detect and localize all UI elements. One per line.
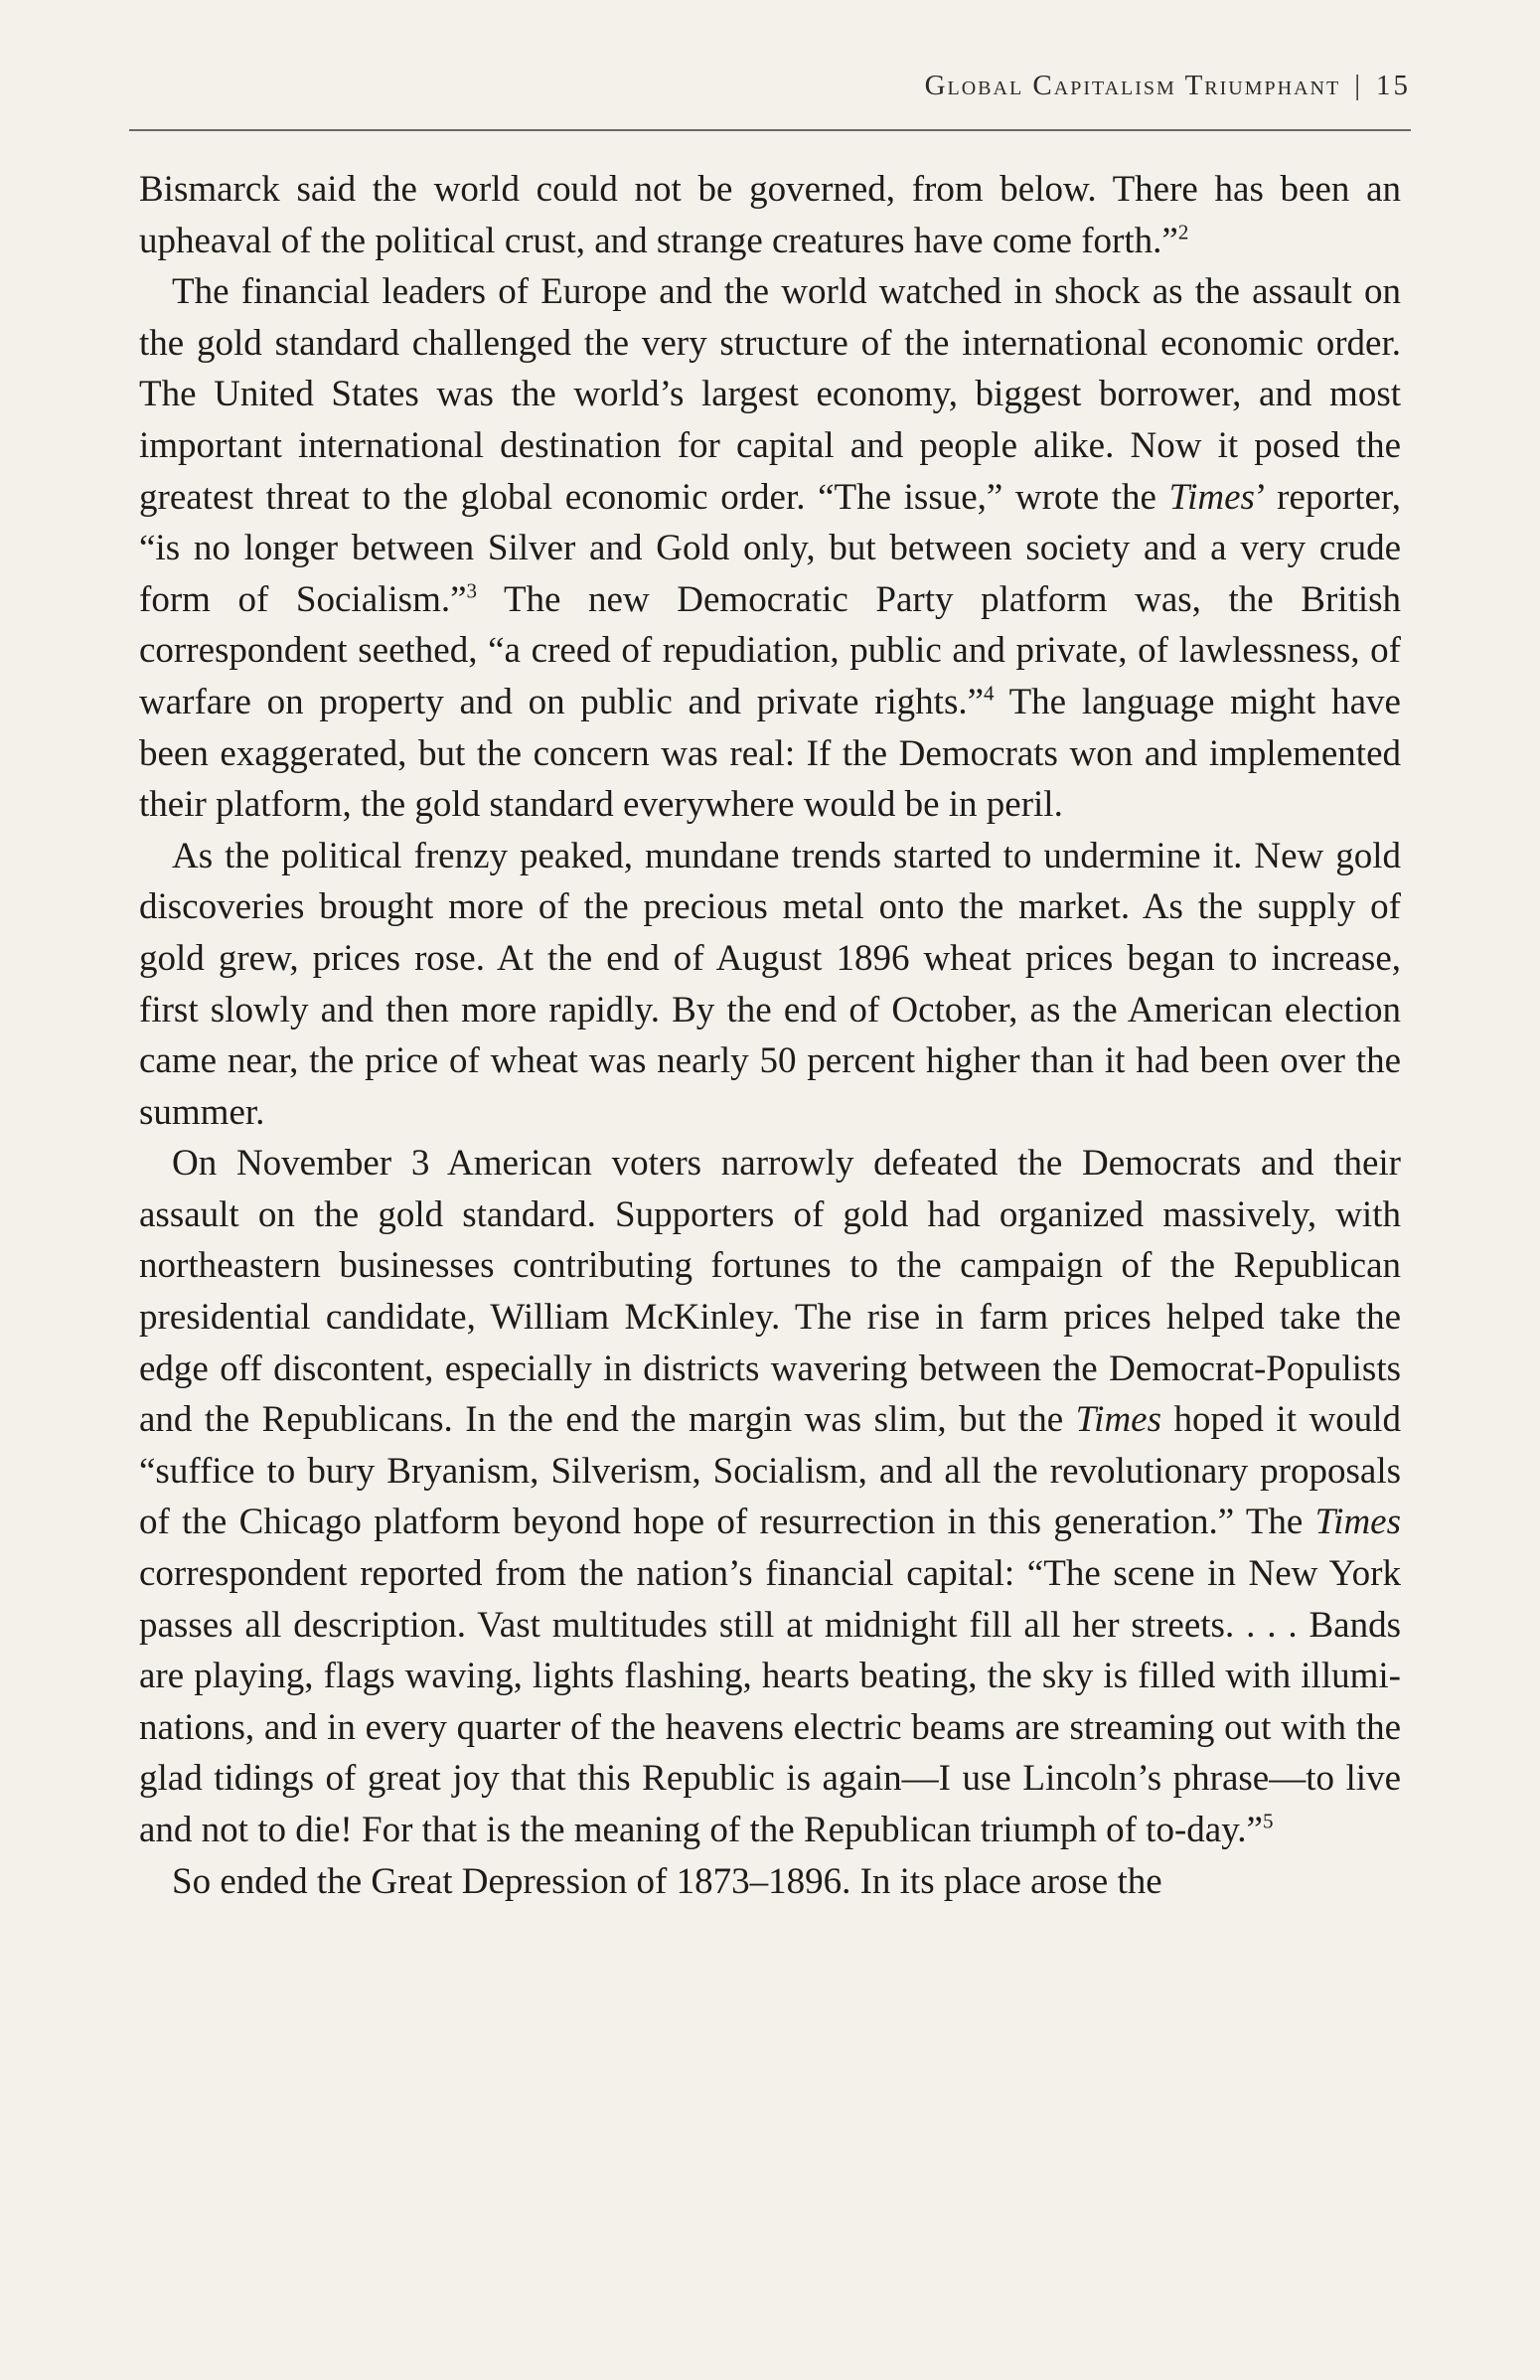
text-run: The financial leaders of Europe and the world watched in shock as the assault on the gold standard challenged the very structure of the international economic order. The United States was the world’s largest economy, biggest borrower, and most important international destination for capital and people alike. Now it posed the greatest threat to the global economic order. “The issue,” wrote the — [139, 271, 1401, 518]
paragraph — [139, 164, 1401, 266]
header-rule — [129, 129, 1411, 131]
paragraph — [139, 266, 1401, 831]
body-text — [139, 164, 1401, 1907]
text-run: Bismarck said the world could not be governed, from below. There has been an upheaval of the political crust, and strange creatures have come forth.” — [139, 169, 1401, 261]
page-number: 15 — [1376, 70, 1411, 101]
footnote-ref: 4 — [984, 681, 995, 706]
text-run: So ended the Great Depression of 1873–1896. In its place arose the — [172, 1860, 1162, 1902]
text-run: hoped it would “suffice to bury Bryanism, Silverism, Socialism, and all the revolutionary proposals of the Chicago platform beyond hope of resurrection in this generation.” The — [139, 1399, 1401, 1543]
text-run: The new Democratic Party platform was, the British correspondent seethed, “a creed of repudiation, public and private, of lawlessness, of warfare on property and on public and private rights.” — [139, 578, 1401, 722]
italic-title: Times — [1168, 476, 1255, 518]
text-run: correspondent reported from the nation’s financial capital: “The scene in New York passes all description. Vast multitudes still at midnight fill all her streets. . . . Bands are playing, flags waving, lights flashing, hearts beating, the sky is filled with illuminations, and in every quarter of the heavens electric beams are streaming out with the glad tidings of great joy that this Republic is again—I use Lincoln’s phrase—to live and not to die! For that is the meaning of the Republican triumph of to-day.” — [139, 1553, 1401, 1850]
footnote-ref: 3 — [466, 578, 478, 603]
text-run: ’ reporter, “is no longer between Silver and Gold only, but between society and a very crude form of Socialism.” — [139, 476, 1401, 620]
footnote-ref: 5 — [1262, 1809, 1274, 1833]
paragraph — [139, 831, 1401, 1139]
text-run: As the political frenzy peaked, mundane trends started to undermine it. New gold discoveries brought more of the precious metal onto the market. As the supply of gold grew, prices rose. At the end of August 1896 wheat prices began to increase, first slowly and then more rapidly. By the end of October, as the American election came near, the price of wheat was nearly 50 percent higher than it had been over the summer. — [139, 835, 1401, 1133]
header-separator: | — [1354, 70, 1362, 101]
paragraph — [139, 1138, 1401, 1855]
text-run: On November 3 American voters narrowly defeated the Democrats and their assault on the gold standard. Supporters of gold had organized massively, with northeastern businesses contributing fortunes to the campaign of the Republican presidential candidate, William McKinley. The rise in farm prices helped take the edge off discontent, especially in districts wavering between the Democrat-Populists and the Republicans. In the end the margin was slim, but the — [139, 1143, 1401, 1441]
running-title: Global Capitalism Triumphant — [924, 70, 1341, 101]
text-run: The language might have been exaggerated, but the concern was real: If the Democrats won and implemented their platform, the gold standard everywhere would be in peril. — [139, 681, 1401, 826]
italic-title: Times — [1075, 1399, 1161, 1441]
running-head — [129, 70, 1411, 113]
paragraph — [139, 1856, 1401, 1908]
footnote-ref: 2 — [1177, 220, 1189, 244]
italic-title: Times — [1314, 1502, 1401, 1543]
